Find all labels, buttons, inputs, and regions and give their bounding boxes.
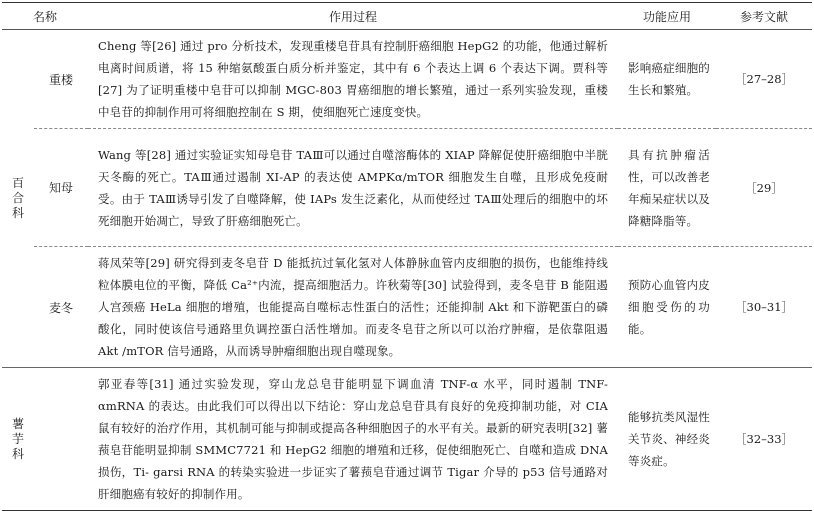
herb-saponin-table (2, 2, 812, 511)
process-cell: Wang 等[28] 通过实验证实知母皂苷 TAⅢ可以通过自噬溶酶体的 XIAP 降解促使肝癌细胞中半胱天冬酶的死亡。TAⅢ通过遏制 XI-AP 的表达使 AMPKα/mTOR 细胞发生自噬，且形成免疫耐受。由于 TAⅢ诱导引发了自噬降解，使 IAPs 发生泛素化，从而使经过 TAⅢ处理后的细胞中的坏死细胞开始凋亡，导致了肝癌细胞死亡。 (88, 129, 618, 247)
header-process: 作用过程 (88, 3, 618, 30)
header-application: 功能应用 (618, 3, 716, 30)
table-row (2, 247, 812, 368)
family-cell-shuyu (2, 368, 34, 511)
table-row (2, 30, 812, 129)
reference-cell: ［30–31］ (716, 247, 812, 368)
table-row (2, 368, 812, 511)
herb-cell: 麦冬 (34, 247, 88, 368)
herb-cell (34, 368, 88, 511)
application-cell: 具有抗肿瘤活性，可以改善老年痴呆症状以及降糖降脂等。 (618, 129, 716, 247)
table-row (2, 129, 812, 247)
reference-cell: ［32–33］ (716, 368, 812, 511)
process-cell: 郭亚春等[31] 通过实验发现，穿山龙总皂苷能明显下调血清 TNF-α 水平，同时遏制 TNF-αmRNA 的表达。由此我们可以得出以下结论：穿山龙总皂苷具有良好的免疫抑制功能，对 CIA 鼠有较好的治疗作用，其机制可能与抑制或提高各种细胞因子的水平有关。最新的研究表明[32] 薯蓣皂苷能明显抑制 SMMC7721 和 HepG2 细胞的增殖和迁移，促使细胞死亡、自噬和造成 DNA 损伤，Ti- garsi RNA 的转染实验进一步证实了薯蓣皂苷通过调节 Tigar 介导的 p53 信号通路对肝细胞癌有较好的抑制作用。 (88, 368, 618, 511)
application-cell: 影响癌症细胞的生长和繁殖。 (618, 30, 716, 129)
family-label: 百合科 (11, 176, 24, 220)
family-label: 薯芋科 (11, 416, 24, 461)
reference-cell: ［29］ (716, 129, 812, 247)
process-cell: 蒋凤荣等[29] 研究得到麦冬皂苷 D 能抵抗过氧化氢对人体静脉血管内皮细胞的损伤，也能维持线粒体膜电位的平衡，降低 Ca²⁺内流，提高细胞活力。许秋菊等[30] 试验得到，麦冬皂苷 B 能阻遏人宫颈癌 HeLa 细胞的增殖，也能提高自噬标志性蛋白的活性；还能抑制 Akt 和下游靶蛋白的磷酸化，同时使该信号通路里负调控蛋白活性增加。而麦冬皂苷之所以可以治疗肿瘤，是依靠阻遏 Akt /mTOR 信号通路，从而诱导肿瘤细胞出现自噬现象。 (88, 247, 618, 368)
application-cell: 预防心血管内皮细胞受伤的功能。 (618, 247, 716, 368)
header-name: 名称 (2, 3, 88, 30)
family-cell-baihe (2, 30, 34, 368)
process-cell: Cheng 等[26] 通过 pro 分析技术，发现重楼皂苷具有控制肝癌细胞 HepG2 的功能，他通过解析电离时间质谱，将 15 种缩氨酸蛋白质分析并鉴定，其中有 6 个表达上调 6 个表达下调。贾科等[27] 为了证明重楼中皂苷可以抑制 MGC-803 胃癌细胞的增长繁殖，通过一系列实验发现，重楼中皂苷的抑制作用可将细胞控制在 S 期，使细胞死亡速度变快。 (88, 30, 618, 129)
application-cell: 能够抗类风湿性关节炎、神经炎等炎症。 (618, 368, 716, 511)
herb-cell: 重楼 (34, 30, 88, 129)
reference-cell: ［27–28］ (716, 30, 812, 129)
herb-cell: 知母 (34, 129, 88, 247)
table-header-row (2, 3, 812, 30)
header-reference: 参考文献 (716, 3, 812, 30)
